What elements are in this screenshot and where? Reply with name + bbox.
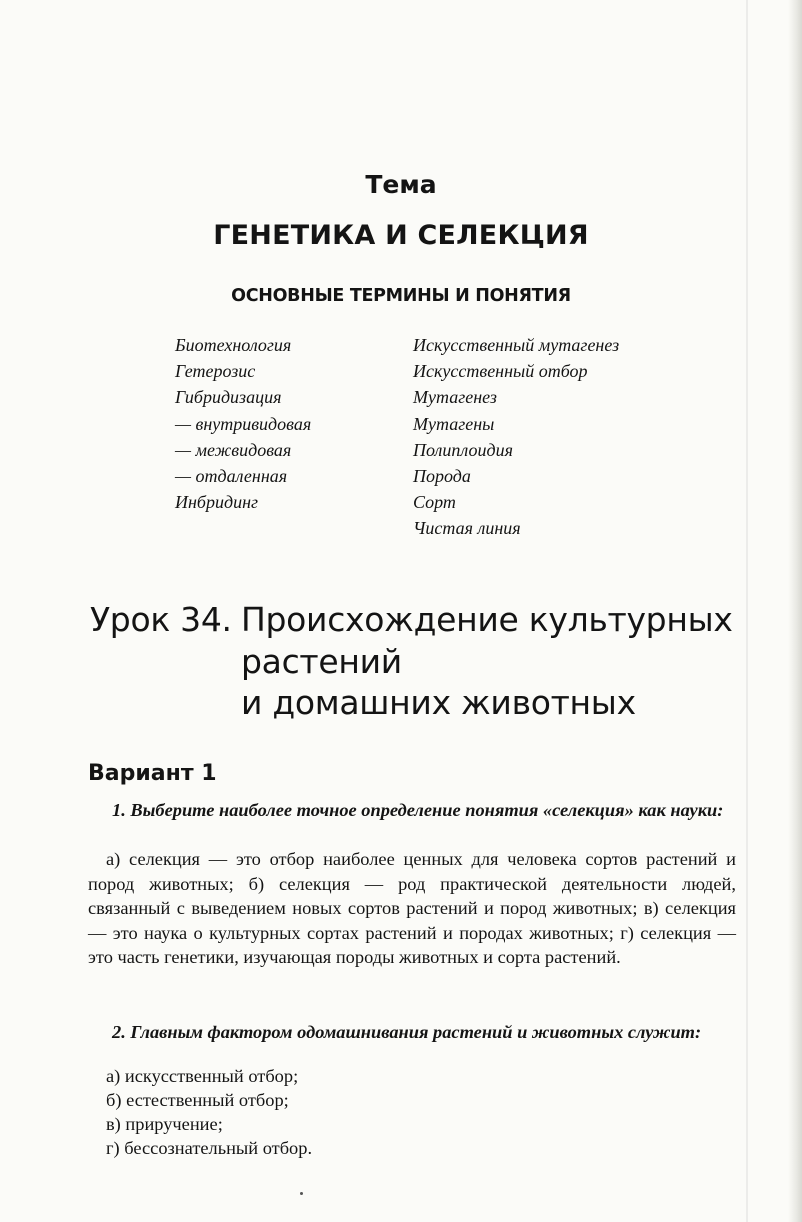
term-item: Мутагены <box>413 413 495 434</box>
term-item: Порода <box>413 466 471 487</box>
question-2-option: б) естественный отбор; <box>106 1090 289 1110</box>
question-2-option: в) приручение; <box>106 1114 223 1134</box>
term-item: Гибридизация <box>175 387 282 408</box>
term-item: Сорт <box>413 492 456 513</box>
question-1-answers: а) селекция — это отбор наиболее ценных для человека сортов растений и пород животных; б) селекция — род практической деятельности людей, связанный с выведением новых сортов растений и пород животных; в) селекция — это наука о культурных сортах растений и породах животных; г) селекция — это часть генетики, изучающая породы животных и сорта растений. <box>88 849 736 967</box>
question-2-option: г) бессознательный отбор. <box>106 1138 313 1158</box>
topic-label: Тема <box>365 170 437 199</box>
question-2-text: 2. Главным фактором одомашнивания растений и животных служит: <box>112 1022 702 1042</box>
lesson-title-line: и домашних животных <box>241 683 636 722</box>
question-1-text: 1. Выберите наиболее точное определение понятия «селекция» как науки: <box>112 800 724 820</box>
term-item: Гетерозис <box>175 361 256 382</box>
terms-list-right <box>413 332 619 542</box>
term-item: Инбридинг <box>175 492 259 513</box>
page-dot-mark <box>300 1192 303 1195</box>
lesson-title-line: Происхождение культурных <box>241 600 733 639</box>
term-item: — отдаленная <box>175 466 288 487</box>
term-item: Искусственный отбор <box>413 361 588 382</box>
term-item: Полиплоидия <box>413 439 513 460</box>
term-item: Биотехнология <box>175 335 292 355</box>
term-item: Мутагенез <box>413 387 497 408</box>
topic-title: ГЕНЕТИКА И СЕЛЕКЦИЯ <box>213 220 589 251</box>
term-item: Чистая линия <box>413 518 521 539</box>
variant-title: Вариант 1 <box>88 761 217 786</box>
term-item: — внутривидовая <box>175 413 312 434</box>
question-2-option: а) искусственный отбор; <box>106 1066 299 1086</box>
term-item: Искусственный мутагенез <box>413 335 620 355</box>
terms-heading: ОСНОВНЫЕ ТЕРМИНЫ И ПОНЯТИЯ <box>231 286 571 306</box>
lesson-title-line: растений <box>241 642 402 681</box>
terms-list-left <box>175 332 311 515</box>
term-item: — межвидовая <box>175 439 292 460</box>
lesson-number: Урок 34. <box>90 600 232 639</box>
